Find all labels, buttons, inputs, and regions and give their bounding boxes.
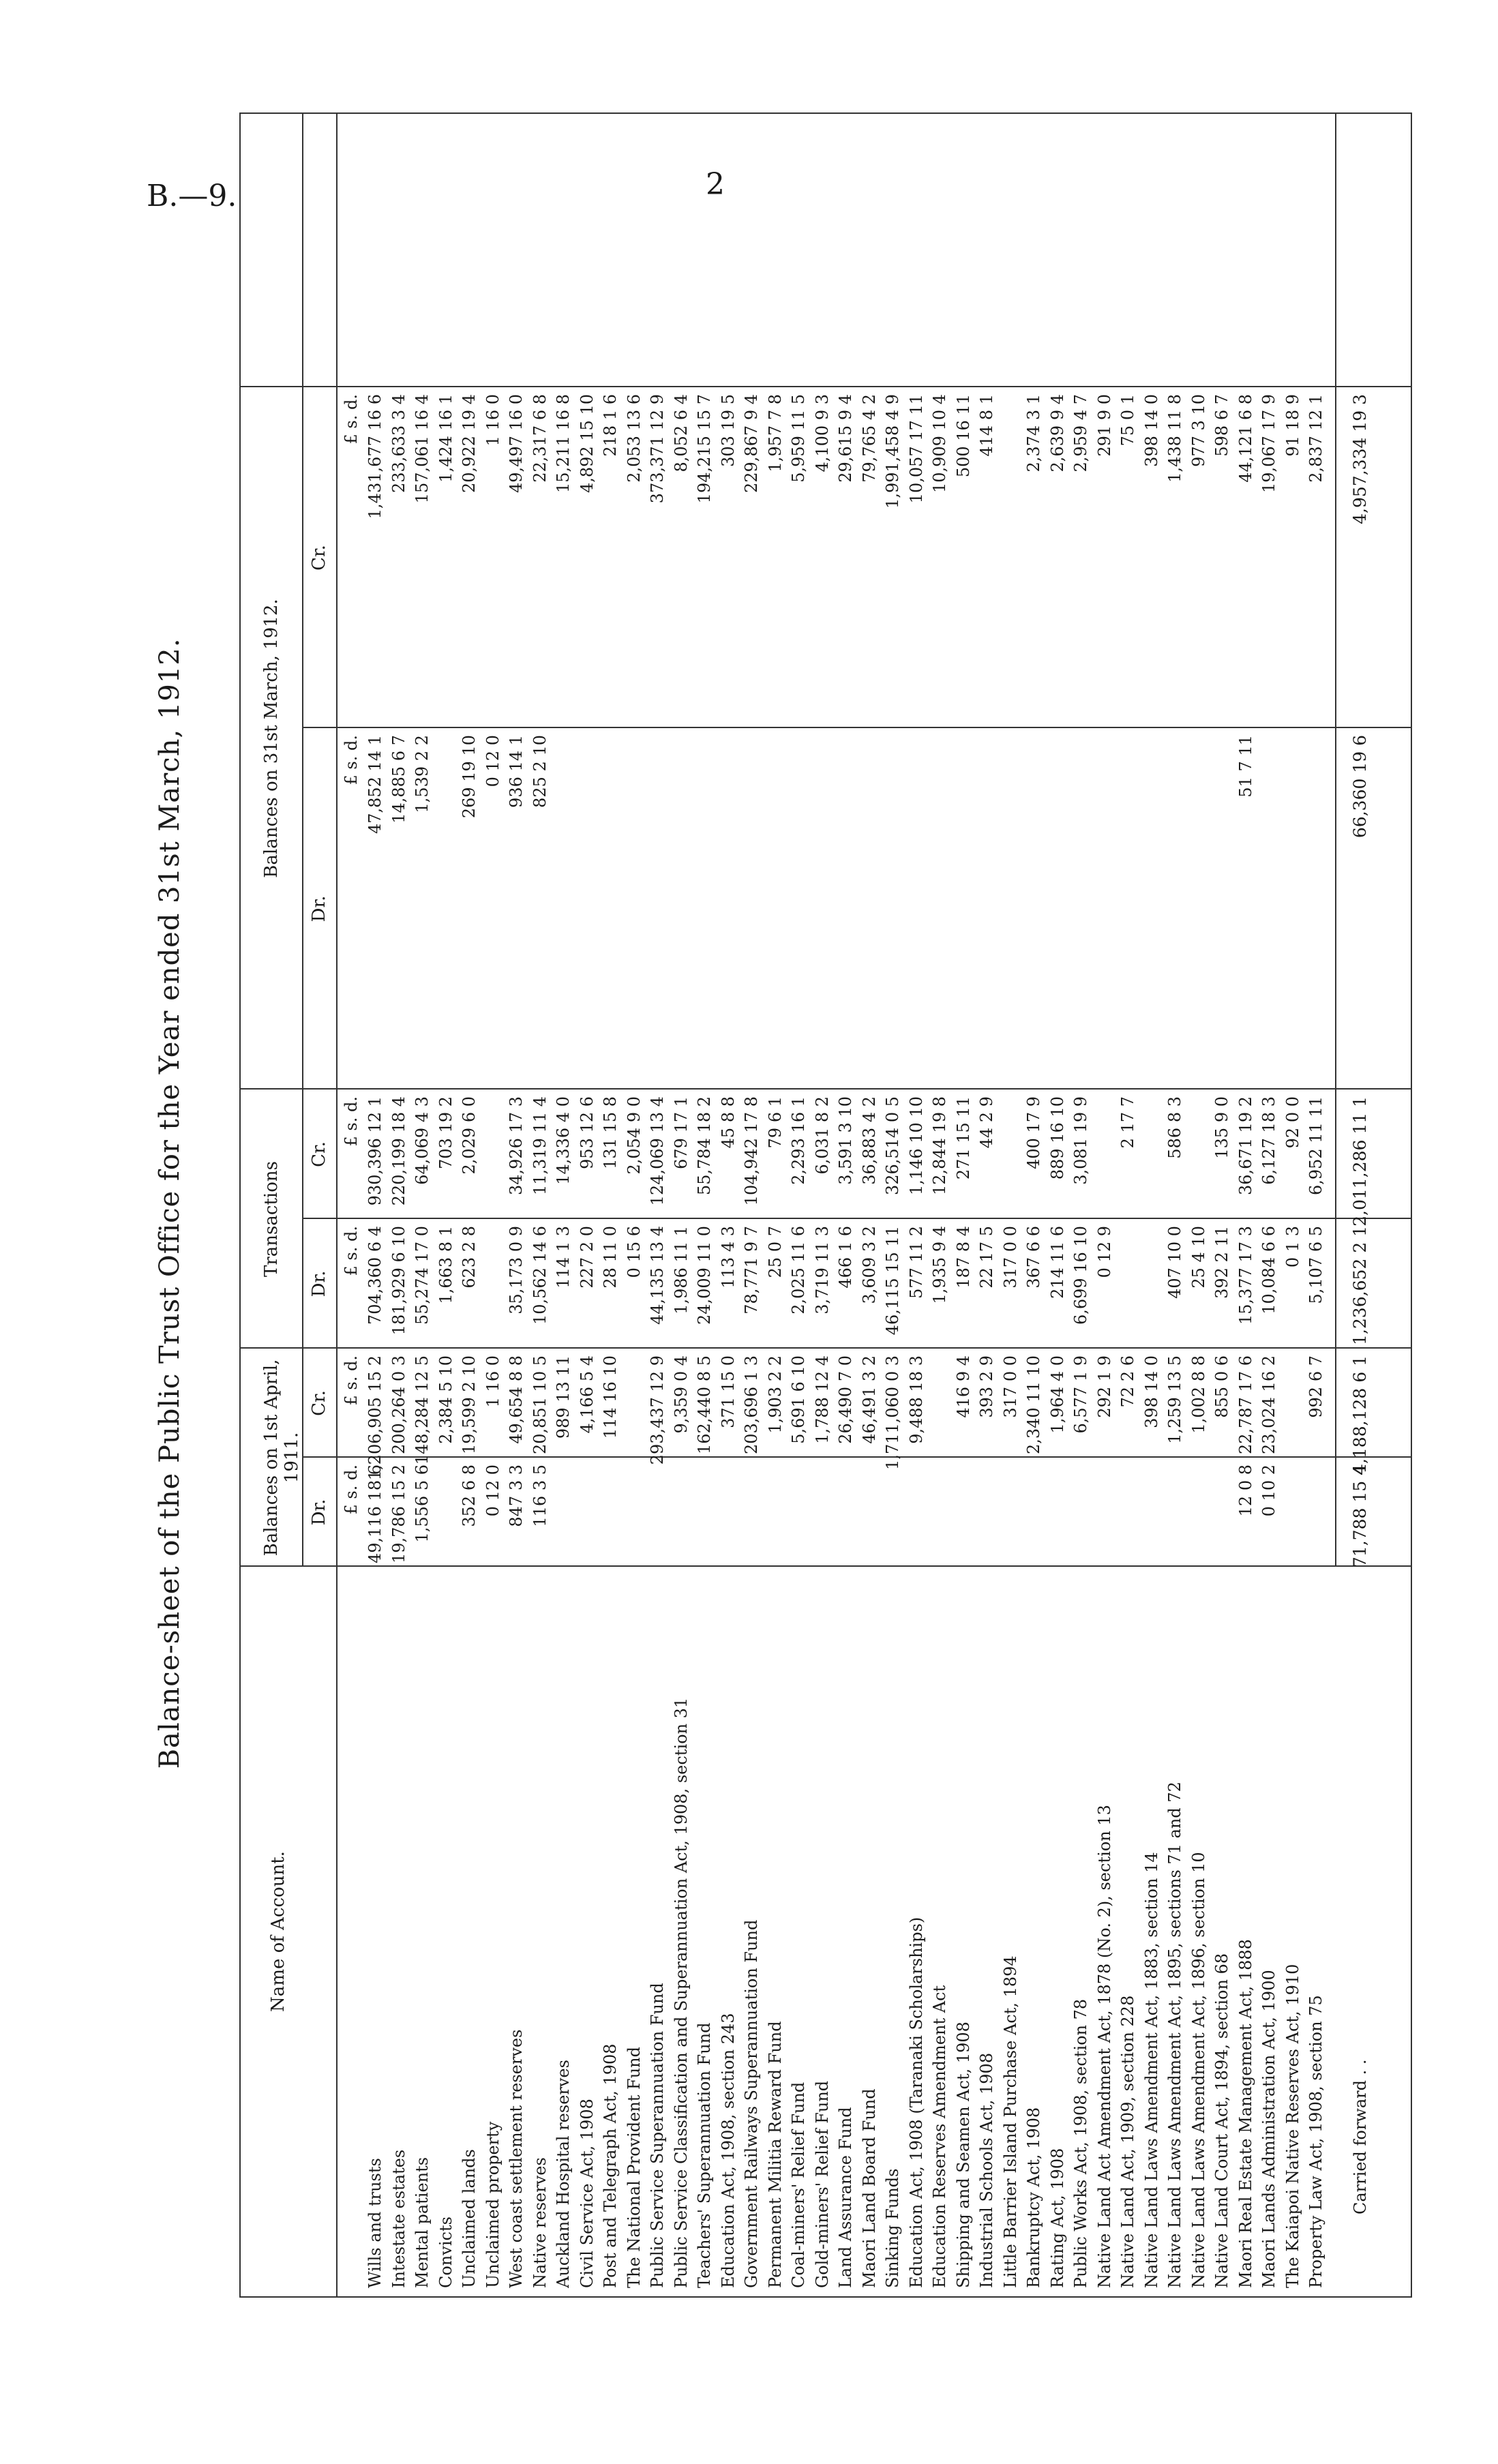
cell-trans-cr: 2,011,286 11 1 [1350, 1096, 1370, 1227]
cell-closing-cr: 10,057 17 11 [906, 394, 926, 504]
account-name: Public Works Act, 1908, section 78 [1071, 1998, 1090, 2288]
cell-trans-cr: 14,336 4 0 [554, 1096, 573, 1185]
cell-trans-cr: 220,199 18 4 [389, 1096, 408, 1206]
unit-labels-trans-cr: £ s. d. [342, 1096, 361, 1147]
cell-trans-dr: 367 6 6 [1024, 1226, 1043, 1289]
cell-opening-cr: 1,206,905 15 2 [365, 1355, 385, 1481]
cell-closing-cr: 291 9 0 [1094, 394, 1114, 457]
group-header-closing: Balances on 31st March, 1912. [261, 599, 282, 878]
unit-labels-opening-dr: £ s. d. [342, 1464, 361, 1515]
cell-opening-cr: 1,002 8 8 [1188, 1355, 1208, 1434]
cell-closing-cr: 414 8 1 [977, 394, 996, 457]
cell-trans-dr: 25 4 10 [1188, 1226, 1208, 1289]
cell-closing-cr: 233,633 3 4 [389, 394, 408, 494]
cell-closing-cr: 1,438 11 8 [1165, 394, 1184, 483]
cell-trans-dr: 577 11 2 [906, 1226, 926, 1299]
account-name: Rating Act, 1908 [1047, 2148, 1067, 2288]
cell-trans-cr: 6,952 11 11 [1306, 1096, 1325, 1196]
cell-closing-cr: 49,497 16 0 [507, 394, 526, 494]
account-name: Maori Land Board Fund [859, 2088, 879, 2288]
cell-closing-cr: 1,424 16 1 [436, 394, 455, 483]
cell-closing-dr: 14,885 6 7 [389, 735, 408, 824]
cell-opening-cr: 162,440 8 5 [695, 1355, 714, 1455]
cell-closing-cr: 15,211 16 8 [554, 394, 573, 494]
cell-trans-dr: 3,609 3 2 [859, 1226, 879, 1304]
account-name: Native Land Act Amendment Act, 1878 (No. 2), section 13 [1094, 1805, 1114, 2288]
cell-opening-cr: 317 0 0 [1000, 1355, 1020, 1418]
cell-trans-cr: 2,293 16 1 [789, 1096, 808, 1185]
cell-closing-cr: 20,922 19 4 [460, 394, 479, 494]
col-trans-cr: Cr. [309, 1141, 329, 1167]
account-name: Maori Real Estate Management Act, 1888 [1235, 1939, 1255, 2288]
cell-trans-cr: 36,883 4 2 [859, 1096, 879, 1185]
cell-trans-cr: 3,081 19 9 [1071, 1096, 1090, 1185]
cell-trans-dr: 3,719 11 3 [812, 1226, 832, 1314]
cell-closing-cr: 373,371 12 9 [648, 394, 667, 504]
cell-closing-cr: 218 1 6 [601, 394, 620, 457]
cell-trans-dr: 704,360 6 4 [365, 1226, 385, 1325]
cell-trans-cr: 34,926 17 3 [507, 1096, 526, 1196]
cell-opening-dr: 847 3 3 [507, 1464, 526, 1527]
cell-trans-dr: 10,562 14 6 [530, 1226, 550, 1325]
account-name: Unclaimed lands [460, 2149, 479, 2288]
cell-trans-cr: 104,942 17 8 [742, 1096, 761, 1206]
account-name: Auckland Hospital reserves [554, 2060, 573, 2288]
cell-opening-cr: 5,691 6 10 [789, 1355, 808, 1444]
cell-closing-cr: 303 19 5 [718, 394, 738, 467]
cell-opening-cr: 855 0 6 [1212, 1355, 1231, 1418]
header-rule [336, 114, 338, 2296]
cell-trans-cr: 2 17 7 [1118, 1096, 1137, 1149]
cell-trans-cr: 92 0 0 [1283, 1096, 1302, 1149]
cell-opening-cr: 1,259 13 5 [1165, 1355, 1184, 1444]
cell-trans-dr: 44,135 13 4 [648, 1226, 667, 1325]
cell-opening-cr: 1,788 12 4 [812, 1355, 832, 1444]
cell-closing-cr: 194,215 15 7 [695, 394, 714, 504]
cell-closing-cr: 598 6 7 [1212, 394, 1231, 457]
cell-opening-cr: 72 2 6 [1118, 1355, 1137, 1408]
account-name: West coast settlement reserves [507, 2029, 526, 2288]
account-name: Education Act, 1908 (Taranaki Scholarships) [906, 1917, 926, 2288]
cell-closing-cr: 157,061 16 4 [413, 394, 432, 504]
page-number: 2 [706, 167, 725, 202]
cell-trans-cr: 45 8 8 [718, 1096, 738, 1149]
cell-trans-cr: 271 15 11 [953, 1096, 973, 1180]
cell-trans-dr: 187 8 4 [953, 1226, 973, 1289]
cell-opening-dr: 49,116 18 6 [365, 1464, 385, 1564]
account-name: Native Land Act, 1909, section 228 [1118, 1995, 1137, 2288]
cell-closing-cr: 79,765 4 2 [859, 394, 879, 483]
cell-opening-cr: 49,654 8 8 [507, 1355, 526, 1444]
cell-trans-dr: 1,986 11 1 [671, 1226, 691, 1314]
total-rule [1335, 114, 1336, 1567]
cell-trans-dr: 5,107 6 5 [1306, 1226, 1325, 1304]
rotated-balance-sheet [154, 109, 1450, 2298]
account-name: Public Service Superannuation Fund [648, 1983, 667, 2288]
group-header-transactions: Transactions [261, 1161, 282, 1277]
account-name: Wills and trusts [365, 2158, 385, 2288]
cell-opening-dr: 12 0 8 [1235, 1464, 1255, 1517]
account-name: Bankruptcy Act, 1908 [1024, 2107, 1043, 2288]
cell-trans-dr: 407 10 0 [1165, 1226, 1184, 1299]
cell-trans-cr: 326,514 0 5 [883, 1096, 902, 1196]
cell-closing-cr: 398 14 0 [1141, 394, 1161, 467]
cell-opening-cr: 292 1 9 [1094, 1355, 1114, 1418]
balance-table [239, 112, 1412, 2298]
cell-closing-dr: 51 7 11 [1235, 735, 1255, 798]
account-name: Government Railways Superannuation Fund [742, 1919, 761, 2288]
account-name: Mental patients [413, 2157, 432, 2288]
cell-closing-dr: 936 14 1 [507, 735, 526, 808]
account-name: Unclaimed property [483, 2121, 503, 2288]
cell-trans-dr: 1,236,652 2 1 [1350, 1226, 1370, 1345]
cell-closing-cr: 5,959 11 5 [789, 394, 808, 483]
cell-opening-cr: 992 6 7 [1306, 1355, 1325, 1418]
account-name: Gold-miners' Relief Fund [812, 2080, 832, 2288]
account-name: Coal-miners' Relief Fund [789, 2082, 808, 2288]
cell-opening-cr: 26,490 7 0 [836, 1355, 855, 1444]
cell-opening-dr: 0 12 0 [483, 1464, 503, 1517]
account-name: Native Land Laws Amendment Act, 1883, section 14 [1141, 1852, 1161, 2288]
cell-opening-cr: 416 9 4 [953, 1355, 973, 1418]
cell-closing-cr: 1,431,677 16 6 [365, 394, 385, 520]
col-opening-dr: Dr. [309, 1499, 329, 1526]
account-name: Education Act, 1908, section 243 [718, 2013, 738, 2288]
cell-closing-cr: 91 18 9 [1283, 394, 1302, 457]
cell-trans-dr: 181,929 6 10 [389, 1226, 408, 1336]
account-name: Little Barrier Island Purchase Act, 1894 [1000, 1955, 1020, 2288]
account-name: Civil Service Act, 1908 [577, 2099, 597, 2288]
cell-trans-cr: 1,146 10 10 [906, 1096, 926, 1196]
cell-opening-dr: 0 10 2 [1259, 1464, 1278, 1517]
cell-trans-cr: 79 6 1 [765, 1096, 785, 1149]
cell-trans-cr: 55,784 18 2 [695, 1096, 714, 1196]
account-name: The National Provident Fund [624, 2047, 644, 2288]
cell-trans-cr: 12,844 19 8 [930, 1096, 949, 1196]
cell-trans-dr: 1,935 9 4 [930, 1226, 949, 1304]
cell-opening-cr: 20,851 10 5 [530, 1355, 550, 1455]
cell-trans-dr: 78,771 9 7 [742, 1226, 761, 1314]
divider-sub3 [302, 727, 1411, 728]
cell-opening-cr: 23,024 16 2 [1259, 1355, 1278, 1455]
cell-closing-dr: 269 19 10 [460, 735, 479, 819]
cell-closing-cr: 4,892 15 10 [577, 394, 597, 494]
cell-closing-dr: 66,360 19 6 [1350, 735, 1370, 839]
account-name: Property Law Act, 1908, section 75 [1306, 1995, 1325, 2288]
cell-trans-cr: 889 16 10 [1047, 1096, 1067, 1180]
unit-labels-opening-cr: £ s. d. [342, 1355, 361, 1406]
cell-trans-dr: 24,009 11 0 [695, 1226, 714, 1325]
cell-trans-cr: 586 8 3 [1165, 1096, 1184, 1159]
cell-trans-dr: 10,084 6 6 [1259, 1226, 1278, 1314]
cell-opening-cr: 4,166 5 4 [577, 1355, 597, 1434]
cell-trans-dr: 214 11 6 [1047, 1226, 1067, 1299]
cell-opening-cr: 2,340 11 10 [1024, 1355, 1043, 1455]
cell-opening-dr: 352 6 8 [460, 1464, 479, 1527]
cell-trans-dr: 6,699 16 10 [1071, 1226, 1090, 1325]
cell-trans-dr: 113 4 3 [718, 1226, 738, 1289]
cell-closing-cr: 44,121 6 8 [1235, 394, 1255, 483]
account-name: Native Land Laws Amendment Act, 1895, sections 71 and 72 [1165, 1782, 1184, 2288]
cell-trans-cr: 6,127 18 3 [1259, 1096, 1278, 1185]
cell-opening-cr: 1,903 2 2 [765, 1355, 785, 1434]
cell-closing-cr: 2,959 4 7 [1071, 394, 1090, 472]
cell-trans-dr: 1,663 8 1 [436, 1226, 455, 1304]
cell-trans-dr: 623 2 8 [460, 1226, 479, 1289]
cell-trans-dr: 466 1 6 [836, 1226, 855, 1289]
cell-trans-dr: 392 2 11 [1212, 1226, 1231, 1299]
col-closing-dr: Dr. [309, 895, 329, 922]
account-name: Land Assurance Fund [836, 2107, 855, 2288]
cell-opening-cr: 371 15 0 [718, 1355, 738, 1428]
cell-closing-dr: 47,852 14 1 [365, 735, 385, 835]
sheet-title: Balance-sheet of the Public Trust Office for the Year ended 31st March, 1912. [154, 637, 185, 1769]
cell-closing-cr: 2,639 9 4 [1047, 394, 1067, 472]
cell-trans-cr: 64,069 4 3 [413, 1096, 432, 1185]
cell-opening-cr: 393 2 9 [977, 1355, 996, 1418]
cell-trans-cr: 6,031 8 2 [812, 1096, 832, 1175]
cell-opening-cr: 398 14 0 [1141, 1355, 1161, 1428]
cell-closing-cr: 75 0 1 [1118, 394, 1137, 447]
cell-trans-dr: 114 1 3 [554, 1226, 573, 1289]
account-name: Industrial Schools Act, 1908 [977, 2052, 996, 2288]
name-header: Name of Account. [268, 1851, 288, 2012]
cell-closing-cr: 1 16 0 [483, 394, 503, 447]
cell-opening-dr: 71,788 15 4 [1350, 1464, 1370, 1568]
cell-opening-cr: 1,711,060 0 3 [883, 1355, 902, 1470]
cell-trans-cr: 930,396 12 1 [365, 1096, 385, 1206]
account-name: Maori Lands Administration Act, 1900 [1259, 1970, 1278, 2288]
divider-group2 [241, 1088, 1411, 1090]
cell-closing-cr: 1,957 7 8 [765, 394, 785, 472]
account-name: Intestate estates [389, 2149, 408, 2288]
cell-opening-dr: 116 3 5 [530, 1464, 550, 1527]
cell-closing-cr: 229,867 9 4 [742, 394, 761, 494]
cell-closing-dr: 825 2 10 [530, 735, 550, 808]
cell-opening-cr: 9,359 0 4 [671, 1355, 691, 1434]
account-name: Public Service Classification and Superannuation Act, 1908, section 31 [671, 1697, 691, 2288]
cell-closing-cr: 4,957,334 19 3 [1350, 394, 1370, 524]
account-name: Education Reserves Amendment Act [930, 1985, 949, 2288]
cell-trans-cr: 44 2 9 [977, 1096, 996, 1149]
unit-labels-closing-cr: £ s. d. [342, 394, 361, 445]
cell-closing-dr: 1,539 2 2 [413, 735, 432, 813]
account-name: The Kaiapoi Native Reserves Act, 1910 [1283, 1964, 1302, 2288]
cell-trans-cr: 131 15 8 [601, 1096, 620, 1169]
cell-trans-cr: 36,671 19 2 [1235, 1096, 1255, 1196]
cell-trans-dr: 46,115 15 11 [883, 1226, 902, 1336]
cell-opening-cr: 200,264 0 3 [389, 1355, 408, 1455]
group-rule [302, 114, 303, 1567]
cell-opening-cr: 46,491 3 2 [859, 1355, 879, 1444]
cell-closing-cr: 1,991,458 4 9 [883, 394, 902, 509]
cell-trans-dr: 35,173 0 9 [507, 1226, 526, 1314]
cell-opening-cr: 1,964 4 0 [1047, 1355, 1067, 1434]
unit-labels-trans-dr: £ s. d. [342, 1226, 361, 1276]
cell-closing-cr: 8,052 6 4 [671, 394, 691, 472]
cell-closing-cr: 977 3 10 [1188, 394, 1208, 467]
cell-trans-cr: 679 17 1 [671, 1096, 691, 1169]
cell-opening-cr: 4,188,128 6 1 [1350, 1355, 1370, 1475]
cell-closing-cr: 2,053 13 6 [624, 394, 644, 483]
cell-closing-dr: 0 12 0 [483, 735, 503, 787]
cell-closing-cr: 10,909 10 4 [930, 394, 949, 494]
cell-trans-dr: 25 0 7 [765, 1226, 785, 1278]
cell-trans-dr: 0 15 6 [624, 1226, 644, 1278]
cell-opening-cr: 2,384 5 10 [436, 1355, 455, 1444]
cell-trans-cr: 2,054 9 0 [624, 1096, 644, 1175]
cell-trans-dr: 55,274 17 0 [413, 1226, 432, 1325]
cell-trans-dr: 15,377 17 3 [1235, 1226, 1255, 1325]
cell-trans-dr: 0 1 3 [1283, 1226, 1302, 1268]
cell-closing-cr: 29,615 9 4 [836, 394, 855, 483]
account-name: Permanent Militia Reward Fund [765, 2021, 785, 2288]
cell-closing-cr: 500 16 11 [953, 394, 973, 478]
cell-opening-cr: 989 13 11 [554, 1355, 573, 1439]
cell-closing-cr: 2,374 3 1 [1024, 394, 1043, 472]
cell-trans-cr: 703 19 2 [436, 1096, 455, 1169]
cell-opening-dr: 1,556 5 6 [413, 1464, 432, 1543]
cell-trans-cr: 400 17 9 [1024, 1096, 1043, 1169]
cell-opening-cr: 114 16 10 [601, 1355, 620, 1439]
cell-closing-cr: 4,100 9 3 [812, 394, 832, 472]
cell-opening-cr: 6,577 1 9 [1071, 1355, 1090, 1434]
account-name: Native reserves [530, 2157, 550, 2288]
cell-closing-cr: 19,067 17 9 [1259, 394, 1278, 494]
cell-trans-dr: 0 12 9 [1094, 1226, 1114, 1278]
account-name: Sinking Funds [883, 2168, 902, 2288]
cell-trans-cr: 3,591 3 10 [836, 1096, 855, 1185]
cell-opening-dr: 19,786 15 2 [389, 1464, 408, 1564]
cell-opening-cr: 19,599 2 10 [460, 1355, 479, 1455]
account-name: Convicts [436, 2217, 455, 2288]
cell-trans-dr: 28 11 0 [601, 1226, 620, 1289]
cell-trans-dr: 227 2 0 [577, 1226, 597, 1289]
cell-trans-cr: 11,319 11 4 [530, 1096, 550, 1196]
divider-group3 [241, 386, 1411, 387]
cell-trans-dr: 22 17 5 [977, 1226, 996, 1289]
cell-closing-cr: 22,317 6 8 [530, 394, 550, 483]
cell-trans-cr: 2,029 6 0 [460, 1096, 479, 1175]
page-reference: B.—9. [147, 179, 237, 213]
cell-closing-cr: 2,837 12 1 [1306, 394, 1325, 483]
cell-opening-cr: 1 16 0 [483, 1355, 503, 1408]
col-closing-cr: Cr. [309, 545, 329, 571]
cell-trans-cr: 124,069 13 4 [648, 1096, 667, 1206]
cell-opening-cr: 22,787 17 6 [1235, 1355, 1255, 1455]
account-name: Post and Telegraph Act, 1908 [601, 2043, 620, 2288]
cell-opening-cr: 203,696 1 3 [742, 1355, 761, 1455]
account-name: Teachers' Superannuation Fund [695, 2022, 714, 2288]
cell-trans-cr: 135 9 0 [1212, 1096, 1231, 1159]
cell-opening-cr: 148,284 12 5 [413, 1355, 432, 1465]
account-name: Shipping and Seamen Act, 1908 [953, 2022, 973, 2288]
group-header-opening: Balances on 1st April, 1911. [261, 1359, 302, 1557]
cell-opening-cr: 293,437 12 9 [648, 1355, 667, 1465]
cell-trans-cr: 953 12 6 [577, 1096, 597, 1169]
unit-labels-closing-dr: £ s. d. [342, 735, 361, 785]
col-opening-cr: Cr. [309, 1390, 329, 1416]
cell-trans-dr: 2,025 11 6 [789, 1226, 808, 1314]
total-label: Carried forward . . [1351, 2059, 1370, 2214]
account-name: Native Land Court Act, 1894, section 68 [1212, 1953, 1231, 2288]
cell-opening-cr: 9,488 18 3 [906, 1355, 926, 1444]
col-trans-dr: Dr. [309, 1270, 329, 1297]
cell-trans-dr: 317 0 0 [1000, 1226, 1020, 1289]
account-name: Native Land Laws Amendment Act, 1896, section 10 [1188, 1852, 1208, 2288]
